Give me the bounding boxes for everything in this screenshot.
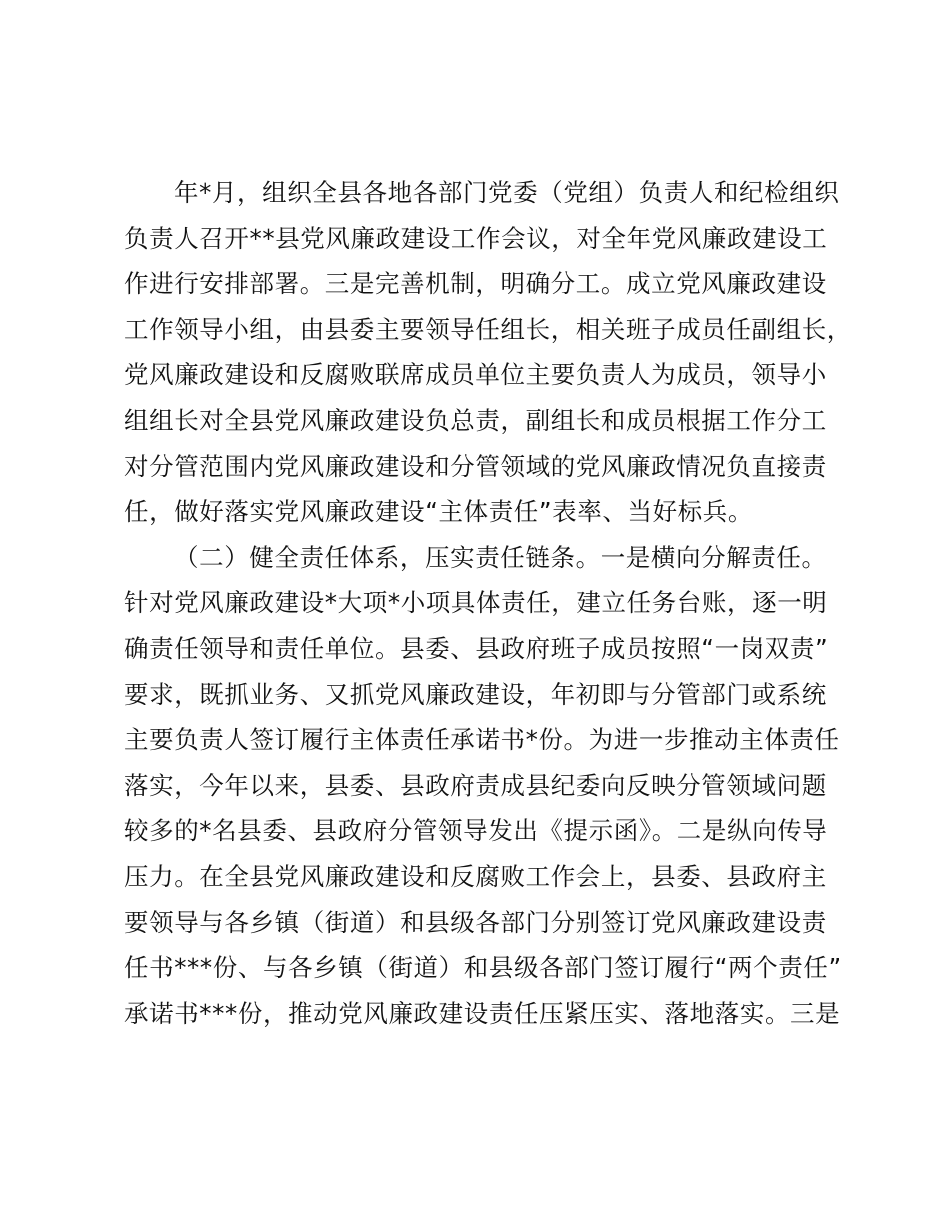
paragraph-line: 较多的*名县委、县政府分管领导发出《提示函》。二是纵向传导 xyxy=(124,816,828,846)
paragraph-line: 任书***份、与各乡镇（街道）和县级各部门签订履行“两个责任” xyxy=(124,953,842,983)
paragraph-line: 要领导与各乡镇（街道）和县级各部门分别签订党风廉政建设责 xyxy=(124,907,827,937)
paragraph-line: 任，做好落实党风廉政建设“主体责任”表率、当好标兵。 xyxy=(124,497,753,527)
paragraph-line: 党风廉政建设和反腐败联席成员单位主要负责人为成员，领导小 xyxy=(124,360,827,390)
paragraph-line: 工作领导小组，由县委主要领导任组长，相关班子成员任副组长， xyxy=(124,314,852,344)
paragraph-line: 作进行安排部署。三是完善机制，明确分工。成立党风廉政建设 xyxy=(124,269,827,299)
paragraph-line: 组组长对全县党风廉政建设负总责，副组长和成员根据工作分工 xyxy=(124,405,827,435)
paragraph-line: 要求，既抓业务、又抓党风廉政建设，年初即与分管部门或系统 xyxy=(124,679,827,709)
paragraph-line: 落实，今年以来，县委、县政府责成县纪委向反映分管领域问题 xyxy=(124,770,827,800)
paragraph-line: 承诺书***份，推动党风廉政建设责任压紧压实、落地落实。三是 xyxy=(124,998,841,1028)
paragraph-line: 确责任领导和责任单位。县委、县政府班子成员按照“一岗双责” xyxy=(124,633,829,663)
paragraph-line: 针对党风廉政建设*大项*小项具体责任，建立任务台账，逐一明 xyxy=(124,588,828,618)
paragraph-line: 年*月，组织全县各地各部门党委（党组）负责人和纪检组织 xyxy=(174,178,840,207)
paragraph-line: 对分管范围内党风廉政建设和分管领域的党风廉政情况负直接责 xyxy=(124,451,827,481)
section-heading-line: （二）健全责任体系，压实责任链条。一是横向分解责任。 xyxy=(174,542,827,572)
paragraph-line: 负责人召开**县党风廉政建设工作会议，对全年党风廉政建设工 xyxy=(124,223,828,253)
document-body xyxy=(124,170,852,1036)
paragraph-line: 主要负责人签订履行主体责任承诺书*份。为进一步推动主体责任 xyxy=(124,725,840,755)
paragraph-line: 压力。在全县党风廉政建设和反腐败工作会上，县委、县政府主 xyxy=(124,861,827,891)
